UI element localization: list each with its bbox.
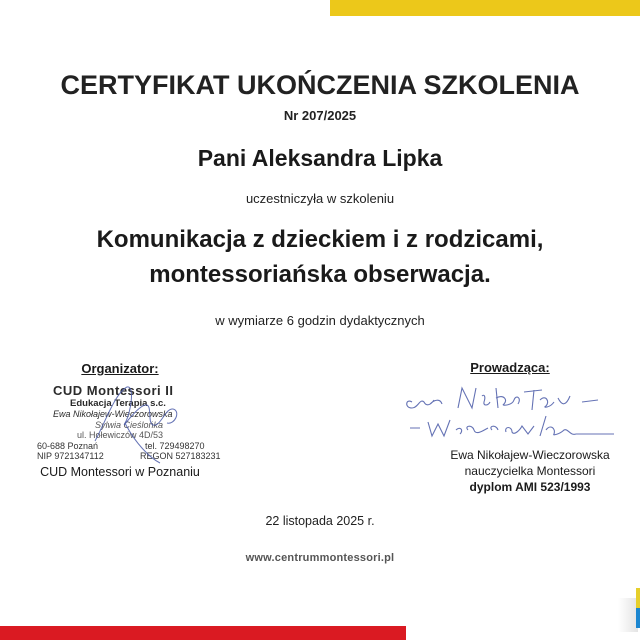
organizer-section [30,360,210,378]
stamp-line-1: CUD Montessori II [53,383,174,398]
recipient-name: Pani Aleksandra Lipka [197,145,443,171]
website-link[interactable]: www.centrummontessori.pl [245,552,395,564]
instructor-title: nauczycielka Montessori [464,464,596,478]
issue-date: 22 listopada 2025 r. [265,514,375,528]
stamp-line-5: ul. Hołewiczów 4D/53 [77,430,164,440]
organizer-name: CUD Montessori w Poznaniu [40,465,200,479]
course-title [0,222,640,292]
organizer-signature-icon [35,383,210,465]
course-title-line-1: Komunikacja z dzieckiem i z rodzicami, [96,226,544,253]
course-title-line-2: montessoriańska obserwacja. [149,261,491,288]
stamp-postal: 60-688 Poznań [37,441,99,451]
instructor-section [420,360,600,375]
stamp-nip: NIP 9721347112 [37,451,104,461]
stamp-line-4: Sylwia Cieślońka [95,420,164,430]
instructor-name: Ewa Nikołajew-Wieczorowska [450,448,610,462]
hours-text: w wymiarze 6 godzin dydaktycznych [215,313,425,328]
corner-accent-yellow [636,588,640,608]
certificate-number: Nr 207/2025 [283,108,357,123]
top-accent-bar [330,0,640,16]
participated-text: uczestniczyła w szkoleniu [245,191,395,206]
corner-accent-blue [636,608,640,628]
stamp-phone: tel. 729498270 [145,441,205,451]
instructor-label: Prowadząca: [470,360,550,375]
stamp-regon: REGON 527183231 [140,451,221,461]
instructor-diploma: dyplom AMI 523/1993 [469,480,591,494]
certificate-title: CERTYFIKAT UKOŃCZENIA SZKOLENIA [60,70,580,100]
organizer-stamp [35,383,221,463]
instructor-signature-icon [400,380,620,448]
corner-shadow [618,598,638,632]
organizer-label: Organizator: [81,361,159,376]
stamp-line-3: Ewa Nikołajew-Wieczorowska [53,409,173,419]
bottom-accent-bar [0,626,406,640]
stamp-line-2: Edukacja Terapia s.c. [70,398,166,409]
